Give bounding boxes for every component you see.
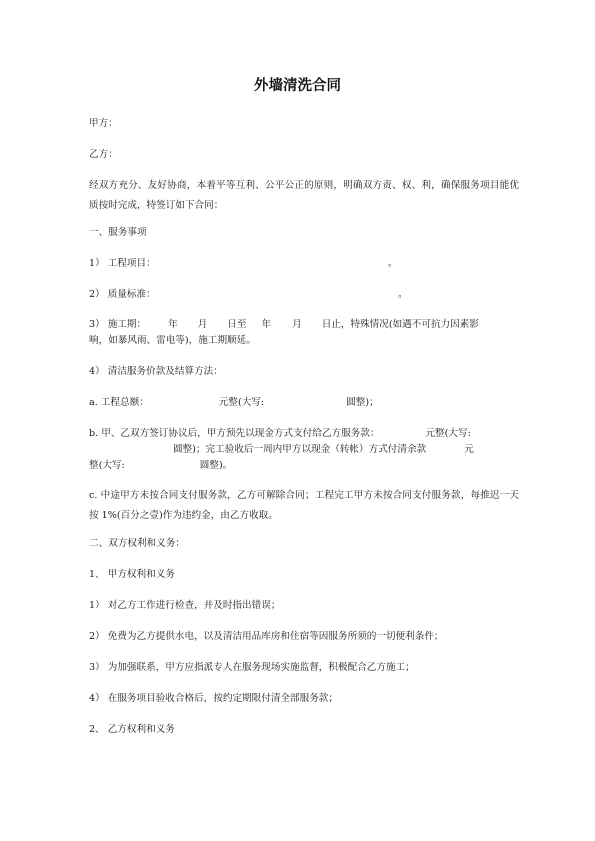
section-1-heading: 一、服务事项 bbox=[89, 227, 147, 238]
item-b-line-2-end: 元 bbox=[464, 444, 474, 455]
item-2-line bbox=[89, 290, 519, 300]
item-3-year-2: 年 bbox=[261, 319, 272, 330]
item-c-paragraph: c. 中途甲方未按合同支付服务款，乙方可解除合同；工程完工甲方未按合同支付服务款，每推迟一天按 1%(百分之壹)作为违约金，由乙方收取。 bbox=[89, 490, 519, 521]
item-3-year-1: 年 bbox=[168, 319, 178, 330]
party-a-duty-4: 4） 在服务项目验收合格后，按约定期限付清全部服务款； bbox=[89, 693, 338, 704]
item-b-line-2-text: 圆整)；完工验收后一周内甲方以现金（转帐）方式付清余款 bbox=[173, 444, 427, 455]
item-a-close: 圆整)； bbox=[346, 397, 379, 408]
item-3-day-to: 日至 bbox=[227, 319, 247, 330]
item-1-line bbox=[89, 259, 519, 269]
document-title: 外墙清洗合同 bbox=[254, 78, 341, 94]
intro-paragraph: 经双方充分、友好协商，本着平等互利、公平公正的原则，明确双方责、权、利，确保服务项目能优质按时完成，特签订如下合同： bbox=[89, 180, 519, 211]
item-3-month-2: 月 bbox=[292, 319, 302, 330]
sub-1-heading: 1、 甲方权利和义务 bbox=[89, 569, 175, 580]
item-2-label: 2） 质量标准： bbox=[89, 289, 156, 300]
item-2-end-mark: 。 bbox=[398, 289, 408, 300]
party-a-duty-3: 3） 为加强联系，甲方应指派专人在服务现场实施监督，积极配合乙方施工； bbox=[89, 662, 415, 673]
item-3-prefix: 3） 施工期： bbox=[89, 319, 147, 330]
item-b-line-3-b: 圆整)。 bbox=[199, 460, 233, 471]
item-b-yuan: 元整(大写: bbox=[425, 428, 471, 439]
item-b-line-3 bbox=[89, 461, 519, 471]
item-b-line-1 bbox=[89, 429, 519, 439]
item-3-month-1: 月 bbox=[197, 319, 208, 330]
item-3-day-end: 日止，特殊情况(如遇不可抗力因素影 bbox=[321, 319, 479, 330]
item-a-line bbox=[89, 398, 519, 408]
item-a-yuan: 元整(大写: bbox=[218, 397, 265, 408]
item-b-line-2 bbox=[89, 445, 519, 455]
item-4-label: 4） 清洁服务价款及结算方法： bbox=[89, 366, 223, 377]
sub-2-heading: 2、 乙方权利和义务 bbox=[89, 724, 175, 735]
item-b-line-3-a: 整(大写: bbox=[89, 460, 125, 471]
item-3-line-2: 响，如暴风雨、雷电等)，施工期顺延。 bbox=[89, 335, 256, 346]
item-1-end-mark: 。 bbox=[388, 258, 398, 269]
item-b-text: b. 甲、乙双方签订协议后，甲方预先以现金方式支付给乙方服务款： bbox=[89, 428, 380, 439]
item-a-label: a. 工程总额： bbox=[89, 397, 149, 408]
party-a-line: 甲方： bbox=[89, 118, 118, 129]
party-b-line: 乙方： bbox=[89, 149, 118, 160]
party-a-duty-1: 1） 对乙方工作进行检查，并及时指出错误； bbox=[89, 600, 281, 611]
section-2-heading: 二、双方权利和义务： bbox=[89, 538, 185, 549]
item-3-line-1 bbox=[89, 320, 519, 330]
party-a-duty-2: 2） 免费为乙方提供水电，以及清洁用品库房和住宿等因服务所须的一切便利条件； bbox=[89, 631, 444, 642]
item-1-label: 1） 工程项目： bbox=[89, 258, 156, 269]
